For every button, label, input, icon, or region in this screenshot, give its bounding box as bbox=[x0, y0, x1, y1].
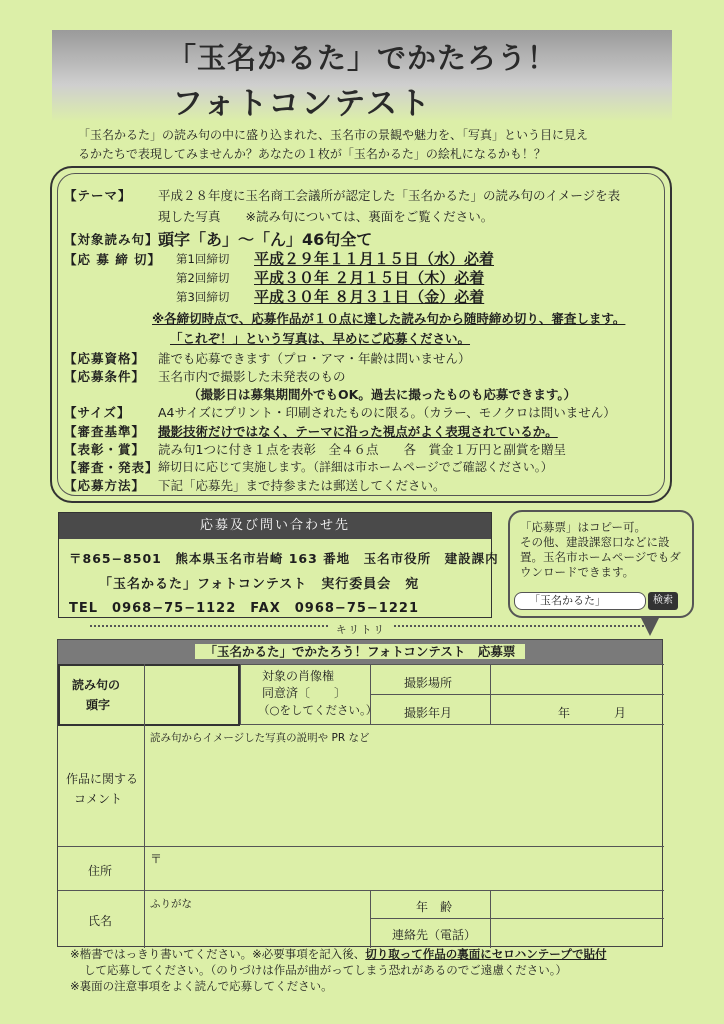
theme-text: 現した写真 ※読み句については、裏面をご覧ください。 bbox=[158, 209, 494, 224]
award-text: 読み句1つに付き１点を表彰 全４６点 各 賞金１万円と副賞を贈呈 bbox=[158, 442, 566, 457]
postal-mark: 〒 bbox=[150, 852, 163, 866]
note-line: ※裏面の注意事項をよく読んで応募してください。 bbox=[70, 979, 333, 993]
title-banner bbox=[52, 30, 672, 122]
form-header bbox=[58, 640, 662, 664]
size-text: A4サイズにプリント・印刷されたものに限る。（カラー、モノクロは問いません） bbox=[158, 405, 616, 420]
phone-input[interactable] bbox=[491, 919, 663, 947]
page-subtitle: フォトコンテスト bbox=[172, 86, 432, 122]
intro-text bbox=[78, 126, 658, 164]
theme-label: 【テーマ】 bbox=[64, 188, 132, 203]
target-text: 頭字「あ」～「ん」46句全て bbox=[158, 230, 373, 249]
award-label: 【表彰・賞】 bbox=[64, 442, 146, 457]
bubble-text bbox=[520, 520, 690, 580]
method-label: 【応募方法】 bbox=[64, 478, 146, 493]
date-label: 撮影年月 bbox=[404, 706, 453, 720]
comment-hint: 読み句からイメージした写真の説明や PR など bbox=[150, 732, 370, 744]
form-title: 「玉名かるた」でかたろう！フォトコンテスト 応募票 bbox=[195, 644, 526, 659]
deadline-note: ※各締切時点で、応募作品が１０点に達した読み句から随時締め切り、審査します。 bbox=[152, 311, 626, 326]
info-bubble bbox=[508, 510, 694, 618]
intro-line: るかたちで表現してみませんか？あなたの１枚が「玉名かるた」の絵札になるかも！？ bbox=[78, 147, 546, 161]
deadline-2-label: 第2回締切 bbox=[176, 271, 230, 285]
phone-label: 連絡先（電話） bbox=[392, 928, 477, 942]
deadline-3-date: 平成３０年 ８月３１日（金）必着 bbox=[254, 288, 485, 306]
eligibility-text: 誰でも応募できます（プロ・アマ・年齢は問いません） bbox=[158, 351, 471, 366]
criteria-label: 【審査基準】 bbox=[64, 424, 146, 439]
location-input[interactable] bbox=[491, 665, 663, 693]
deadline-note-2: 「これぞ！」という写真は、早めにご応募ください。 bbox=[170, 331, 471, 346]
deadline-1-label: 第1回締切 bbox=[176, 252, 230, 266]
address-input[interactable] bbox=[145, 847, 663, 889]
name-input[interactable] bbox=[145, 891, 369, 947]
form-rule bbox=[240, 664, 241, 724]
details-box bbox=[50, 166, 672, 503]
note-text: ※楷書ではっきり書いてください。※必要事項を記入後、 bbox=[70, 947, 366, 961]
page-title: 「玉名かるた」でかたろう！ bbox=[166, 41, 557, 75]
deadline-label: 【応 募 締 切】 bbox=[64, 252, 162, 267]
furigana-label: ふりがな bbox=[150, 898, 192, 910]
reading-input[interactable] bbox=[145, 666, 239, 722]
judging-text: 締切日に応じて実施します。（詳細は市ホームページでご確認ください。） bbox=[158, 460, 553, 474]
theme-text: 平成２８年度に玉名商工会議所が認定した「玉名かるた」の読み句のイメージを表 bbox=[158, 188, 621, 203]
address-label: 住所 bbox=[88, 864, 113, 878]
age-label: 年 齢 bbox=[416, 900, 453, 914]
contact-header: 応募及び問い合わせ先 bbox=[59, 513, 491, 539]
bubble-line: その他、建設課窓口などに設置。玉名市ホームページでもダウンロードできます。 bbox=[520, 535, 681, 579]
consent-label: 対象の肖像権 bbox=[262, 669, 335, 683]
entry-form bbox=[57, 639, 663, 947]
footer-notes bbox=[70, 946, 690, 994]
consent-label[interactable]: 同意済〔 〕 bbox=[262, 686, 347, 700]
criteria-text: 撮影技術だけではなく、テーマに沿った視点がよく表現されているか。 bbox=[158, 424, 558, 439]
contact-recipient: 「玉名かるた」フォトコンテスト 実行委員会 宛 bbox=[99, 577, 420, 592]
note-line bbox=[70, 946, 690, 962]
conditions-label: 【応募条件】 bbox=[64, 369, 146, 384]
location-label: 撮影場所 bbox=[404, 676, 453, 690]
judging-label: 【審査・発表】 bbox=[64, 460, 159, 475]
deadline-2-date: 平成３０年 ２月１５日（木）必着 bbox=[254, 269, 485, 287]
age-input[interactable] bbox=[491, 891, 663, 917]
search-button[interactable]: 検索 bbox=[648, 592, 678, 610]
contact-address: 〒865−8501 熊本県玉名市岩崎 163 番地 玉名市役所 建設課内 bbox=[69, 551, 499, 566]
conditions-text: 玉名市内で撮影した未発表のもの bbox=[158, 369, 346, 384]
search-input[interactable]: 「玉名かるた」 bbox=[514, 592, 646, 610]
form-rule bbox=[370, 694, 664, 695]
intro-line: 「玉名かるた」の読み句の中に盛り込まれた、玉名市の景観や魅力を、「写真」という目に見え bbox=[78, 128, 589, 142]
deadline-3-label: 第3回締切 bbox=[176, 290, 230, 304]
comment-label: 作品に関する bbox=[66, 772, 139, 786]
year-label: 年 bbox=[558, 706, 571, 720]
reading-label: 読み句の bbox=[72, 678, 121, 692]
bubble-line: 「応募票」はコピー可。 bbox=[520, 520, 647, 534]
form-rule bbox=[370, 890, 371, 948]
contact-phone-fax: TEL 0968−75−1122 FAX 0968−75−1221 bbox=[69, 601, 419, 616]
method-text: 下記「応募先」まで持参または郵送してください。 bbox=[158, 478, 446, 493]
reading-label: 頭字 bbox=[86, 698, 111, 712]
note-emphasis: 切り取って作品の裏面にセロハンテープで貼付 bbox=[365, 947, 607, 961]
comment-input[interactable] bbox=[145, 744, 663, 844]
name-label: 氏名 bbox=[88, 914, 113, 928]
conditions-note: （撮影日は募集期間外でもOK。過去に撮ったものも応募できます。） bbox=[188, 387, 577, 402]
target-label: 【対象読み句】 bbox=[64, 232, 159, 247]
size-label: 【サイズ】 bbox=[64, 405, 131, 420]
eligibility-label: 【応募資格】 bbox=[64, 351, 146, 366]
cut-label: キリトリ bbox=[330, 622, 392, 637]
consent-note: （○をしてください。） bbox=[258, 703, 378, 717]
contact-box bbox=[58, 512, 499, 618]
comment-label: コメント bbox=[74, 792, 123, 806]
month-label: 月 bbox=[614, 706, 627, 720]
note-line: して応募してください。（のりづけは作品が曲がってしまう恐れがあるのでご遠慮ください。） bbox=[84, 963, 567, 977]
deadline-1-date: 平成２９年１１月１５日（水）必着 bbox=[254, 250, 495, 268]
